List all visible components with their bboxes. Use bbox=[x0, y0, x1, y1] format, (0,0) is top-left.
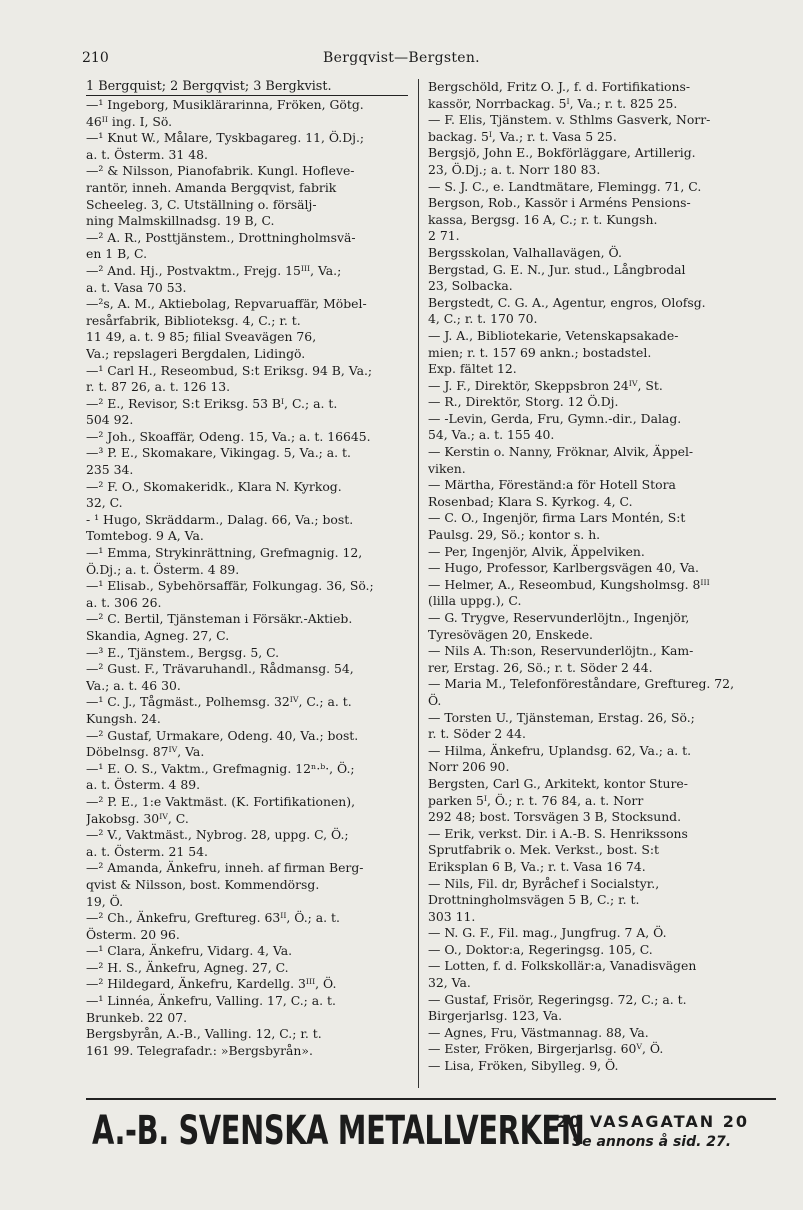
directory-entry-line: rantör, inneh. Amanda Bergqvist, fabrik bbox=[86, 179, 337, 195]
directory-entry-line: — Hilma, Änkefru, Uplandsg. 62, Va.; a. t. bbox=[428, 742, 692, 758]
directory-entry-line: — Gustaf, Frisör, Regeringsg. 72, C.; a. t. bbox=[428, 991, 687, 1007]
directory-entry-line: — Lotten, f. d. Folkskollär:a, Vanadisvägen bbox=[428, 958, 697, 974]
directory-entry-line: —² H. S., Änkefru, Agneg. 27, C. bbox=[86, 959, 289, 975]
directory-entry-line: Norr 206 90. bbox=[428, 759, 510, 775]
directory-entry-line: Jakobsg. 30ᴵⱽ, C. bbox=[86, 810, 189, 826]
directory-entry-line: — C. O., Ingenjör, firma Lars Montén, S:t bbox=[428, 510, 686, 526]
directory-entry-line: —² Amanda, Änkefru, inneh. af firman Berg- bbox=[86, 860, 364, 876]
directory-entry-line: a. t. 306 26. bbox=[86, 594, 162, 610]
directory-entry-line: Kungsh. 24. bbox=[86, 710, 161, 726]
directory-entry-line: 11 49, a. t. 9 85; filial Sveavägen 76, bbox=[86, 329, 317, 345]
directory-entry-line: Drottningholmsvägen 5 B, C.; r. t. bbox=[428, 892, 640, 908]
directory-entry-line: —² Gustaf, Urmakare, Odeng. 40, Va.; bost. bbox=[86, 727, 359, 743]
directory-entry-line: Bergschöld, Fritz O. J., f. d. Fortifikations- bbox=[428, 79, 691, 94]
directory-entry-line: — J. A., Bibliotekarie, Vetenskapsakade- bbox=[428, 327, 679, 343]
directory-entry-line: 54, Va.; a. t. 155 40. bbox=[428, 427, 555, 443]
directory-entry-line: 504 92. bbox=[86, 412, 134, 428]
directory-entry-line: Bergsten, Carl G., Arkitekt, kontor Sture- bbox=[428, 775, 688, 791]
directory-entry-line: (lilla uppg.), C. bbox=[428, 593, 522, 609]
directory-entry-line: — Agnes, Fru, Västmannag. 88, Va. bbox=[428, 1024, 649, 1040]
directory-entry-line: a. t. Vasa 70 53. bbox=[86, 279, 187, 295]
directory-entry-line: Döbelnsg. 87ᴵⱽ, Va. bbox=[86, 744, 205, 760]
directory-entry-line: Brunkeb. 22 07. bbox=[86, 1009, 188, 1025]
directory-entry-line: —² E., Revisor, S:t Eriksg. 53 Bᴵ, C.; a. t. bbox=[86, 395, 338, 411]
directory-entry-line: Bergsbyrån, A.-B., Valling. 12, C.; r. t. bbox=[86, 1026, 322, 1042]
directory-entry-line: r. t. Söder 2 44. bbox=[428, 726, 526, 742]
directory-entry-line: 46ᴵᴵ ing. I, Sö. bbox=[86, 113, 173, 129]
page-header bbox=[0, 50, 803, 76]
column-heading: 1 Bergquist; 2 Bergqvist; 3 Bergkvist. bbox=[86, 79, 408, 96]
directory-entry-line: 2 71. bbox=[428, 228, 460, 244]
directory-entry-line: Bergstedt, C. G. A., Agentur, engros, Olofsg. bbox=[428, 294, 706, 310]
directory-entry-line: 161 99. Telegrafadr.: »Bergsbyrån». bbox=[86, 1042, 313, 1058]
directory-entry-line: —¹ Carl H., Reseombud, S:t Eriksg. 94 B, Va.; bbox=[86, 362, 373, 378]
directory-entry-line: kassör, Norrbackag. 5ᴵ, Va.; r. t. 825 25. bbox=[428, 95, 678, 111]
column-divider bbox=[418, 79, 419, 1088]
directory-entry-line: — Maria M., Telefonföreståndare, Greftureg. 72, bbox=[428, 676, 735, 692]
directory-entry-line: — Helmer, A., Reseombud, Kungsholmsg. 8ᴵᴵᴵ bbox=[428, 576, 710, 592]
directory-entry-line: —² Hildegard, Änkefru, Kardellg. 3ᴵᴵᴵ, Ö. bbox=[86, 976, 337, 992]
directory-entry-line: — N. G. F., Fil. mag., Jungfrug. 7 A, Ö. bbox=[428, 925, 667, 941]
directory-entry-line: a. t. Österm. 4 89. bbox=[86, 777, 201, 793]
directory-entry-line: kassa, Bergsg. 16 A, C.; r. t. Kungsh. bbox=[428, 211, 658, 227]
directory-entry-line: qvist & Nilsson, bost. Kommendörsg. bbox=[86, 876, 320, 892]
running-title: Bergqvist—Bergsten. bbox=[323, 50, 480, 66]
directory-entry-line: —¹ Ingeborg, Musiklärarinna, Fröken, Götg. bbox=[86, 97, 364, 112]
directory-entry-line: rer, Erstag. 26, Sö.; r. t. Söder 2 44. bbox=[428, 659, 653, 675]
directory-entry-line: 4, C.; r. t. 170 70. bbox=[428, 311, 538, 327]
directory-entry-line: — Per, Ingenjör, Alvik, Äppelviken. bbox=[428, 543, 645, 559]
directory-entry-line: — J. F., Direktör, Skeppsbron 24ᴵⱽ, St. bbox=[428, 377, 663, 393]
directory-entry-line: — Lisa, Fröken, Sibylleg. 9, Ö. bbox=[428, 1058, 619, 1074]
directory-entry-line: 32, Va. bbox=[428, 975, 471, 991]
directory-entry-line: Tomtebog. 9 A, Va. bbox=[86, 528, 204, 544]
directory-entry-line: backag. 5ᴵ, Va.; r. t. Vasa 5 25. bbox=[428, 128, 617, 144]
directory-entry-line: — Nils A. Th:son, Reservunderlöjtn., Kam- bbox=[428, 643, 694, 659]
directory-entry-line: — S. J. C., e. Landtmätare, Flemingg. 71, C. bbox=[428, 178, 702, 194]
directory-entry-line: parken 5ᴵ, Ö.; r. t. 76 84, a. t. Norr bbox=[428, 792, 644, 808]
directory-entry-line: 23, Ö.Dj.; a. t. Norr 180 83. bbox=[428, 161, 601, 177]
directory-entry-line: - ¹ Hugo, Skräddarm., Dalag. 66, Va.; bost. bbox=[86, 511, 354, 527]
page-number: 210 bbox=[82, 50, 109, 66]
banner-note: Se annons å sid. 27. bbox=[572, 1134, 732, 1150]
directory-entry-line: Bergstad, G. E. N., Jur. stud., Långbrodal bbox=[428, 261, 686, 277]
directory-entry-line: —² And. Hj., Postvaktm., Frejg. 15ᴵᴵᴵ, Va.; bbox=[86, 262, 342, 278]
directory-entry-line: —¹ Emma, Strykinrättning, Grefmagnig. 12, bbox=[86, 545, 363, 561]
directory-entry-line: — Hugo, Professor, Karlbergsvägen 40, Va. bbox=[428, 560, 699, 576]
directory-entry-line: 303 11. bbox=[428, 908, 476, 924]
directory-entry-line: Bergsjö, John E., Bokförläggare, Artillerig. bbox=[428, 145, 696, 161]
directory-entry-line: Rosenbad; Klara S. Kyrkog. 4, C. bbox=[428, 493, 633, 509]
directory-entry-line: — G. Trygve, Reservunderlöjtn., Ingenjör, bbox=[428, 610, 690, 625]
directory-entry-line: —³ P. E., Skomakare, Vikingag. 5, Va.; a. t. bbox=[86, 445, 351, 461]
directory-entry-line: Bergson, Rob., Kassör i Arméns Pensions- bbox=[428, 195, 691, 211]
left-entries bbox=[86, 97, 408, 1059]
directory-entry-line: — O., Doktor:a, Regeringsg. 105, C. bbox=[428, 941, 653, 957]
directory-entry-line: Va.; a. t. 46 30. bbox=[86, 677, 181, 693]
directory-entry-line: viken. bbox=[428, 460, 466, 476]
directory-entry-line: — Kerstin o. Nanny, Fröknar, Alvik, Äppel- bbox=[428, 444, 694, 460]
directory-entry-line: —² C. Bertil, Tjänsteman i Försäkr.-Aktieb. bbox=[86, 611, 353, 627]
directory-entry-line: Tyresövägen 20, Enskede. bbox=[428, 626, 593, 642]
directory-entry-line: — Erik, verkst. Dir. i A.-B. S. Henrikssons bbox=[428, 825, 688, 841]
directory-entry-line: —¹ Elisab., Sybehörsaffär, Folkungag. 36, Sö.; bbox=[86, 578, 374, 594]
directory-entry-line: Exp. fältet 12. bbox=[428, 361, 517, 377]
directory-entry-line: — -Levin, Gerda, Fru, Gymn.-dir., Dalag. bbox=[428, 410, 682, 426]
directory-entry-line: — Ester, Fröken, Birgerjarlsg. 60ⱽ, Ö. bbox=[428, 1041, 664, 1057]
directory-entry-line: ning Malmskillnadsg. 19 B, C. bbox=[86, 213, 275, 229]
directory-entry-line: mien; r. t. 157 69 ankn.; bostadstel. bbox=[428, 344, 652, 360]
directory-entry-line: Ö. bbox=[428, 692, 442, 708]
directory-entry-line: — F. Elis, Tjänstem. v. Sthlms Gasverk, Norr- bbox=[428, 112, 711, 128]
directory-entry-line: —³ E., Tjänstem., Bergsg. 5, C. bbox=[86, 644, 280, 660]
directory-entry-line: — R., Direktör, Storg. 12 Ö.Dj. bbox=[428, 394, 619, 410]
directory-entry-line: —² F. O., Skomakeridk., Klara N. Kyrkog. bbox=[86, 478, 342, 494]
directory-entry-line: —¹ Knut W., Målare, Tyskbagareg. 11, Ö.Dj.; bbox=[86, 130, 365, 146]
directory-entry-line: Österm. 20 96. bbox=[86, 926, 180, 942]
directory-entry-line: — Torsten U., Tjänsteman, Erstag. 26, Sö.; bbox=[428, 709, 695, 725]
advertisement-banner bbox=[86, 1098, 776, 1170]
directory-entry-line: a. t. Österm. 31 48. bbox=[86, 146, 208, 162]
directory-entry-line: Scheeleg. 3, C. Utställning o. försälj- bbox=[86, 196, 317, 212]
directory-entry-line: a. t. Österm. 21 54. bbox=[86, 843, 208, 859]
banner-title: A.-B. SVENSKA METALLVERKEN bbox=[92, 1108, 585, 1154]
directory-entry-line: 19, Ö. bbox=[86, 893, 124, 909]
directory-entry-line: 32, C. bbox=[86, 495, 123, 511]
directory-entry-line: Va.; repslageri Bergdalen, Lidingö. bbox=[86, 345, 306, 361]
directory-entry-line: —² & Nilsson, Pianofabrik. Kungl. Hofleve- bbox=[86, 163, 355, 179]
directory-entry-line: Sprutfabrik o. Mek. Verkst., bost. S:t bbox=[428, 842, 660, 858]
banner-address: 20 VASAGATAN 20 bbox=[556, 1112, 749, 1131]
directory-entry-line: —² Ch., Änkefru, Greftureg. 63ᴵᴵ, Ö.; a. t. bbox=[86, 910, 340, 926]
directory-entry-line: —² A. R., Posttjänstem., Drottningholmsvä- bbox=[86, 229, 356, 245]
directory-entry-line: —² V., Vaktmäst., Nybrog. 28, uppg. C, Ö.; bbox=[86, 827, 349, 843]
directory-entry-line: —² Gust. F., Trävaruhandl., Rådmansg. 54, bbox=[86, 661, 354, 677]
directory-entry-line: Skandia, Agneg. 27, C. bbox=[86, 628, 230, 643]
directory-entry-line: —²s, A. M., Aktiebolag, Repvaruaffär, Möbel- bbox=[86, 296, 367, 312]
directory-entry-line: 292 48; bost. Torsvägen 3 B, Stocksund. bbox=[428, 809, 682, 825]
directory-entry-line: Bergsskolan, Valhallavägen, Ö. bbox=[428, 244, 622, 260]
directory-entry-line: Ö.Dj.; a. t. Österm. 4 89. bbox=[86, 561, 240, 577]
right-entries bbox=[428, 79, 773, 1075]
directory-entry-line: Birgerjarlsg. 123, Va. bbox=[428, 1008, 563, 1024]
directory-entry-line: 23, Solbacka. bbox=[428, 278, 513, 294]
left-column bbox=[86, 79, 408, 1059]
right-column bbox=[428, 79, 773, 1075]
directory-entry-line: resårfabrik, Biblioteksg. 4, C.; r. t. bbox=[86, 312, 301, 328]
directory-entry-line: Eriksplan 6 B, Va.; r. t. Vasa 16 74. bbox=[428, 858, 646, 874]
directory-entry-line: — Märtha, Föreständ:a för Hotell Stora bbox=[428, 477, 676, 493]
directory-entry-line: —¹ Clara, Änkefru, Vidarg. 4, Va. bbox=[86, 943, 293, 959]
directory-entry-line: Paulsg. 29, Sö.; kontor s. h. bbox=[428, 527, 601, 543]
directory-entry-line: en 1 B, C. bbox=[86, 246, 148, 262]
directory-entry-line: —¹ Linnéa, Änkefru, Valling. 17, C.; a. t. bbox=[86, 993, 336, 1009]
directory-entry-line: 235 34. bbox=[86, 462, 134, 478]
directory-entry-line: r. t. 87 26, a. t. 126 13. bbox=[86, 379, 231, 395]
directory-entry-line: —¹ E. O. S., Vaktm., Grefmagnig. 12ⁿ·ᵇ·, Ö.; bbox=[86, 760, 355, 776]
directory-entry-line: —¹ C. J., Tågmäst., Polhemsg. 32ᴵⱽ, C.; a. t. bbox=[86, 694, 352, 710]
directory-entry-line: — Nils, Fil. dr, Byråchef i Socialstyr., bbox=[428, 875, 660, 891]
directory-entry-line: —² Joh., Skoaffär, Odeng. 15, Va.; a. t. 16645. bbox=[86, 428, 371, 444]
directory-entry-line: —² P. E., 1:e Vaktmäst. (K. Fortifikationen), bbox=[86, 793, 356, 809]
